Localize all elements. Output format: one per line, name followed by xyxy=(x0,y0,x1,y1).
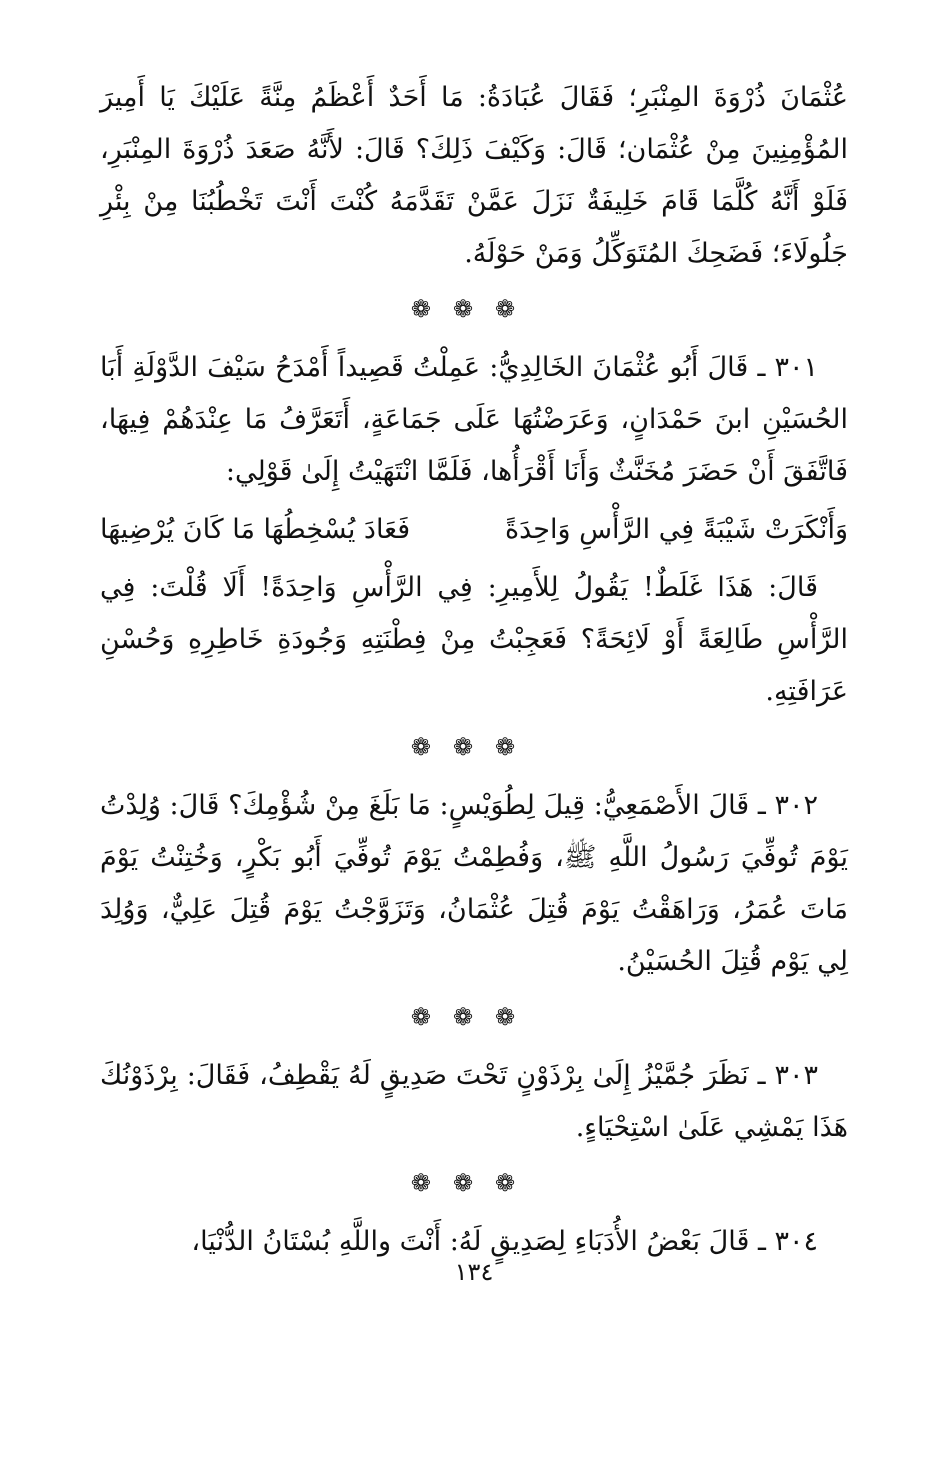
verse-second-hemistich: فَعَادَ يُسْخِطُهَا مَا كَانَ يُرْضِيهَا xyxy=(100,514,411,545)
ornament-icon: ❁ xyxy=(452,1169,496,1197)
ornament-icon: ❁ xyxy=(495,295,538,323)
section-separator xyxy=(100,1002,848,1032)
paragraph-303: ٣٠٣ ـ نَظَرَ جُمَّيْزُ إِلَىٰ بِرْذَوْنٍ تَحْتَ صَدِيقٍ لَهُ يَقْطِفُ، فَقَالَ: بِرْذَوْنُكَ هَذَا يَمْشِي عَلَىٰ اسْتِحْيَاءٍ. xyxy=(100,1060,848,1143)
ornament-icon: ❁ xyxy=(452,733,496,761)
ornament-icon: ❁ xyxy=(410,1003,453,1031)
ornament-icon: ❁ xyxy=(410,733,453,761)
paragraph-301: ٣٠١ ـ قَالَ أَبُو عُثْمَانَ الخَالِدِيُّ: عَمِلْتُ قَصِيداً أَمْدَحُ سَيْفَ الدَّوْلَةِ أَبَا الحُسَيْنِ ابنَ حَمْدَانٍ، وَعَرَضْتُهَا عَلَى جَمَاعَةٍ، أَتَعَرَّفُ مَا عِنْدَهُمْ فِيهَا، فَاتَّفَقَ أَنْ حَضَرَ مُخَنَّثٌ وَأَنَا أَقْرَأُها، فَلَمَّا انْتَهَيْتُ إِلَىٰ قَوْلِي: xyxy=(100,352,848,487)
paragraph-304: ٣٠٤ ـ قَالَ بَعْضُ الأُدَبَاءِ لِصَدِيقٍ لَهُ: أَنْتَ واللَّهِ بُسْتَانُ الدُّنْيَا، xyxy=(191,1226,818,1257)
page-number: ١٣٤ xyxy=(454,1258,494,1286)
poetry-verse xyxy=(100,504,848,556)
ornament-icon: ❁ xyxy=(495,1169,538,1197)
ornament-icon: ❁ xyxy=(452,295,496,323)
paragraph-301-continued: قَالَ: هَذَا غَلَطٌ! يَقُولُ لِلأَمِيرِ: فِي الرَّأْسِ وَاحِدَةً! أَلَا قُلْتَ: فِي الرَّأْسِ طَالِعَةً أَوْ لَائِحَةً؟ فَعَجِبْتُ مِنْ فِطْنَتِهِ وَجُودَةِ خَاطِرِهِ وَحُسْنِ عَرَافَتِهِ. xyxy=(100,572,848,707)
section-separator xyxy=(100,1168,848,1198)
page-body xyxy=(100,72,848,1268)
section-separator xyxy=(100,732,848,762)
ornament-icon: ❁ xyxy=(452,1003,496,1031)
verse-first-hemistich: وَأَنْكَرَتْ شَيْبَةً فِي الرَّأْسِ وَاحِدَةً xyxy=(504,514,848,545)
ornament-icon: ❁ xyxy=(495,1003,538,1031)
ornament-icon: ❁ xyxy=(410,1169,453,1197)
ornament-icon: ❁ xyxy=(410,295,453,323)
ornament-icon: ❁ xyxy=(495,733,538,761)
paragraph-continuation: عُثْمَانَ ذُرْوَةَ المِنْبَرِ؛ فَقَالَ عُبَادَةُ: مَا أَحَدٌ أَعْظَمُ مِنَّةً عَلَيْكَ يَا أَمِيرَ المُؤْمِنِينَ مِنْ عُثْمَان؛ قَالَ: وَكَيْفَ ذَلِكَ؟ قَالَ: لأَنَّهُ صَعَدَ ذُرْوَةَ المِنْبَرِ، فَلَوْ أَنَّهُ كُلَّمَا قَامَ خَلِيفَةٌ نَزَلَ عَمَّنْ تَقَدَّمَهُ كُنْتَ أَنْتَ تَخْطُبُنَا مِنْ بِئْرِ جَلُولَاءَ؛ فَضَحِكَ المُتَوَكِّلُ وَمَنْ حَوْلَهُ. xyxy=(100,82,848,269)
section-separator xyxy=(100,294,848,324)
paragraph-302: ٣٠٢ ـ قَالَ الأَصْمَعِيُّ: قِيلَ لِطُوَيْسٍ: مَا بَلَغَ مِنْ شُؤْمِكَ؟ قَالَ: وُلِدْتُ يَوْمَ تُوفِّيَ رَسُولُ اللَّهِ ﷺ، وَفُطِمْتُ يَوْمَ تُوفِّيَ أَبُو بَكْرٍ، وَخُتِنْتُ يَوْمَ مَاتَ عُمَرُ، وَرَاهَقْتُ يَوْمَ قُتِلَ عُثْمَانُ، وَتَزَوَّجْتُ يَوْمَ قُتِلَ عَلِيٌّ، وَوُلِدَ لِي يَوْم قُتِلَ الحُسَيْنُ. xyxy=(100,790,848,977)
